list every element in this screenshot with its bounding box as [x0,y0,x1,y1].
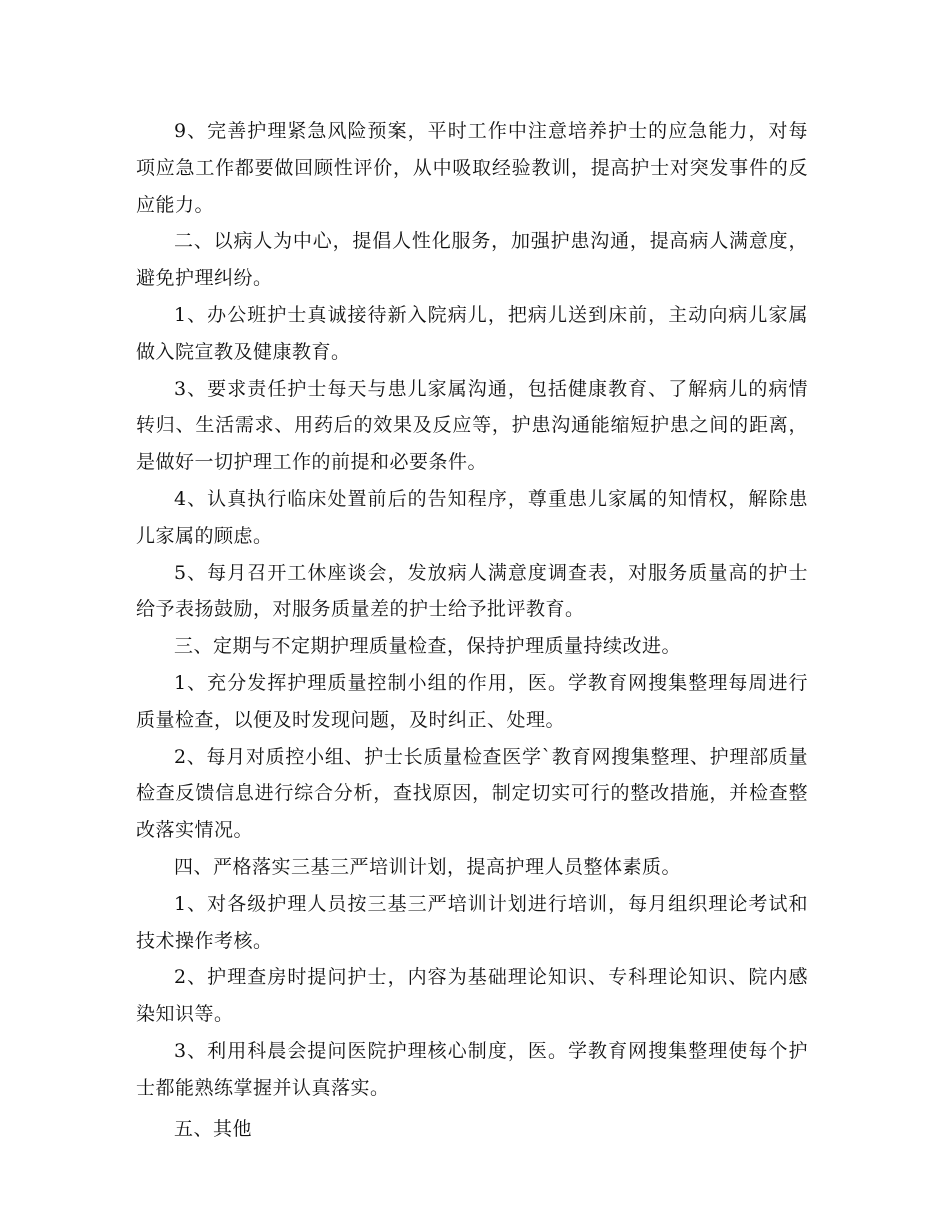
section-heading-other: 五、其他 [174,1117,253,1140]
section-heading-quality-inspection: 三、定期与不定期护理质量检查，保持护理质量持续改进。 [174,635,682,658]
paragraph-ward-round-questions: 2、护理查房时提问护士，内容为基础理论知识、专科理论知识、院内感染知识等。 [136,966,808,1026]
paragraph-monthly-analysis: 2、每月对质控小组、护士长质量检查医学`教育网搜集整理、护理部质量检查反馈信息进行综合分析，查找原因，制定切实可行的整改措施，并检查整改落实情况。 [136,745,808,842]
paragraph-family-communication: 3、要求责任护士每天与患儿家属沟通，包括健康教育、了解病儿的病情转归、生活需求、用药后的效果及反应等，护患沟通能缩短护患之间的距离，是做好一切护理工作的前提和必要条件。 [136,377,808,474]
paragraph-informed-consent: 4、认真执行临床处置前后的告知程序，尊重患儿家属的知情权，解除患儿家属的顾虑。 [136,487,808,547]
document-body [136,113,808,1147]
paragraph-staff-training: 1、对各级护理人员按三基三严培训计划进行培训，每月组织理论考试和技术操作考核。 [136,892,808,952]
paragraph-satisfaction-survey: 5、每月召开工休座谈会，发放病人满意度调查表，对服务质量高的护士给予表扬鼓励，对服务质量差的护士给予批评教育。 [136,561,808,621]
paragraph-morning-meeting: 3、利用科晨会提问医院护理核心制度，医。学教育网搜集整理使每个护士都能熟练掌握并认真落实。 [136,1039,808,1099]
section-heading-training: 四、严格落实三基三严培训计划，提高护理人员整体素质。 [174,855,682,878]
paragraph-emergency-plan: 9、完善护理紧急风险预案，平时工作中注意培养护士的应急能力，对每项应急工作都要做回顾性评价，从中吸取经验教训，提高护士对突发事件的反应能力。 [136,120,808,216]
section-heading-patient-centered: 二、以病人为中心，提倡人性化服务，加强护患沟通，提高病人满意度，避免护理纠纷。 [136,230,808,290]
paragraph-quality-control-group: 1、充分发挥护理质量控制小组的作用，医。学教育网搜集整理每周进行质量检查，以便及时发现问题，及时纠正、处理。 [136,671,808,731]
paragraph-admission-reception: 1、办公班护士真诚接待新入院病儿，把病儿送到床前，主动向病儿家属做入院宣教及健康教育。 [136,303,808,363]
